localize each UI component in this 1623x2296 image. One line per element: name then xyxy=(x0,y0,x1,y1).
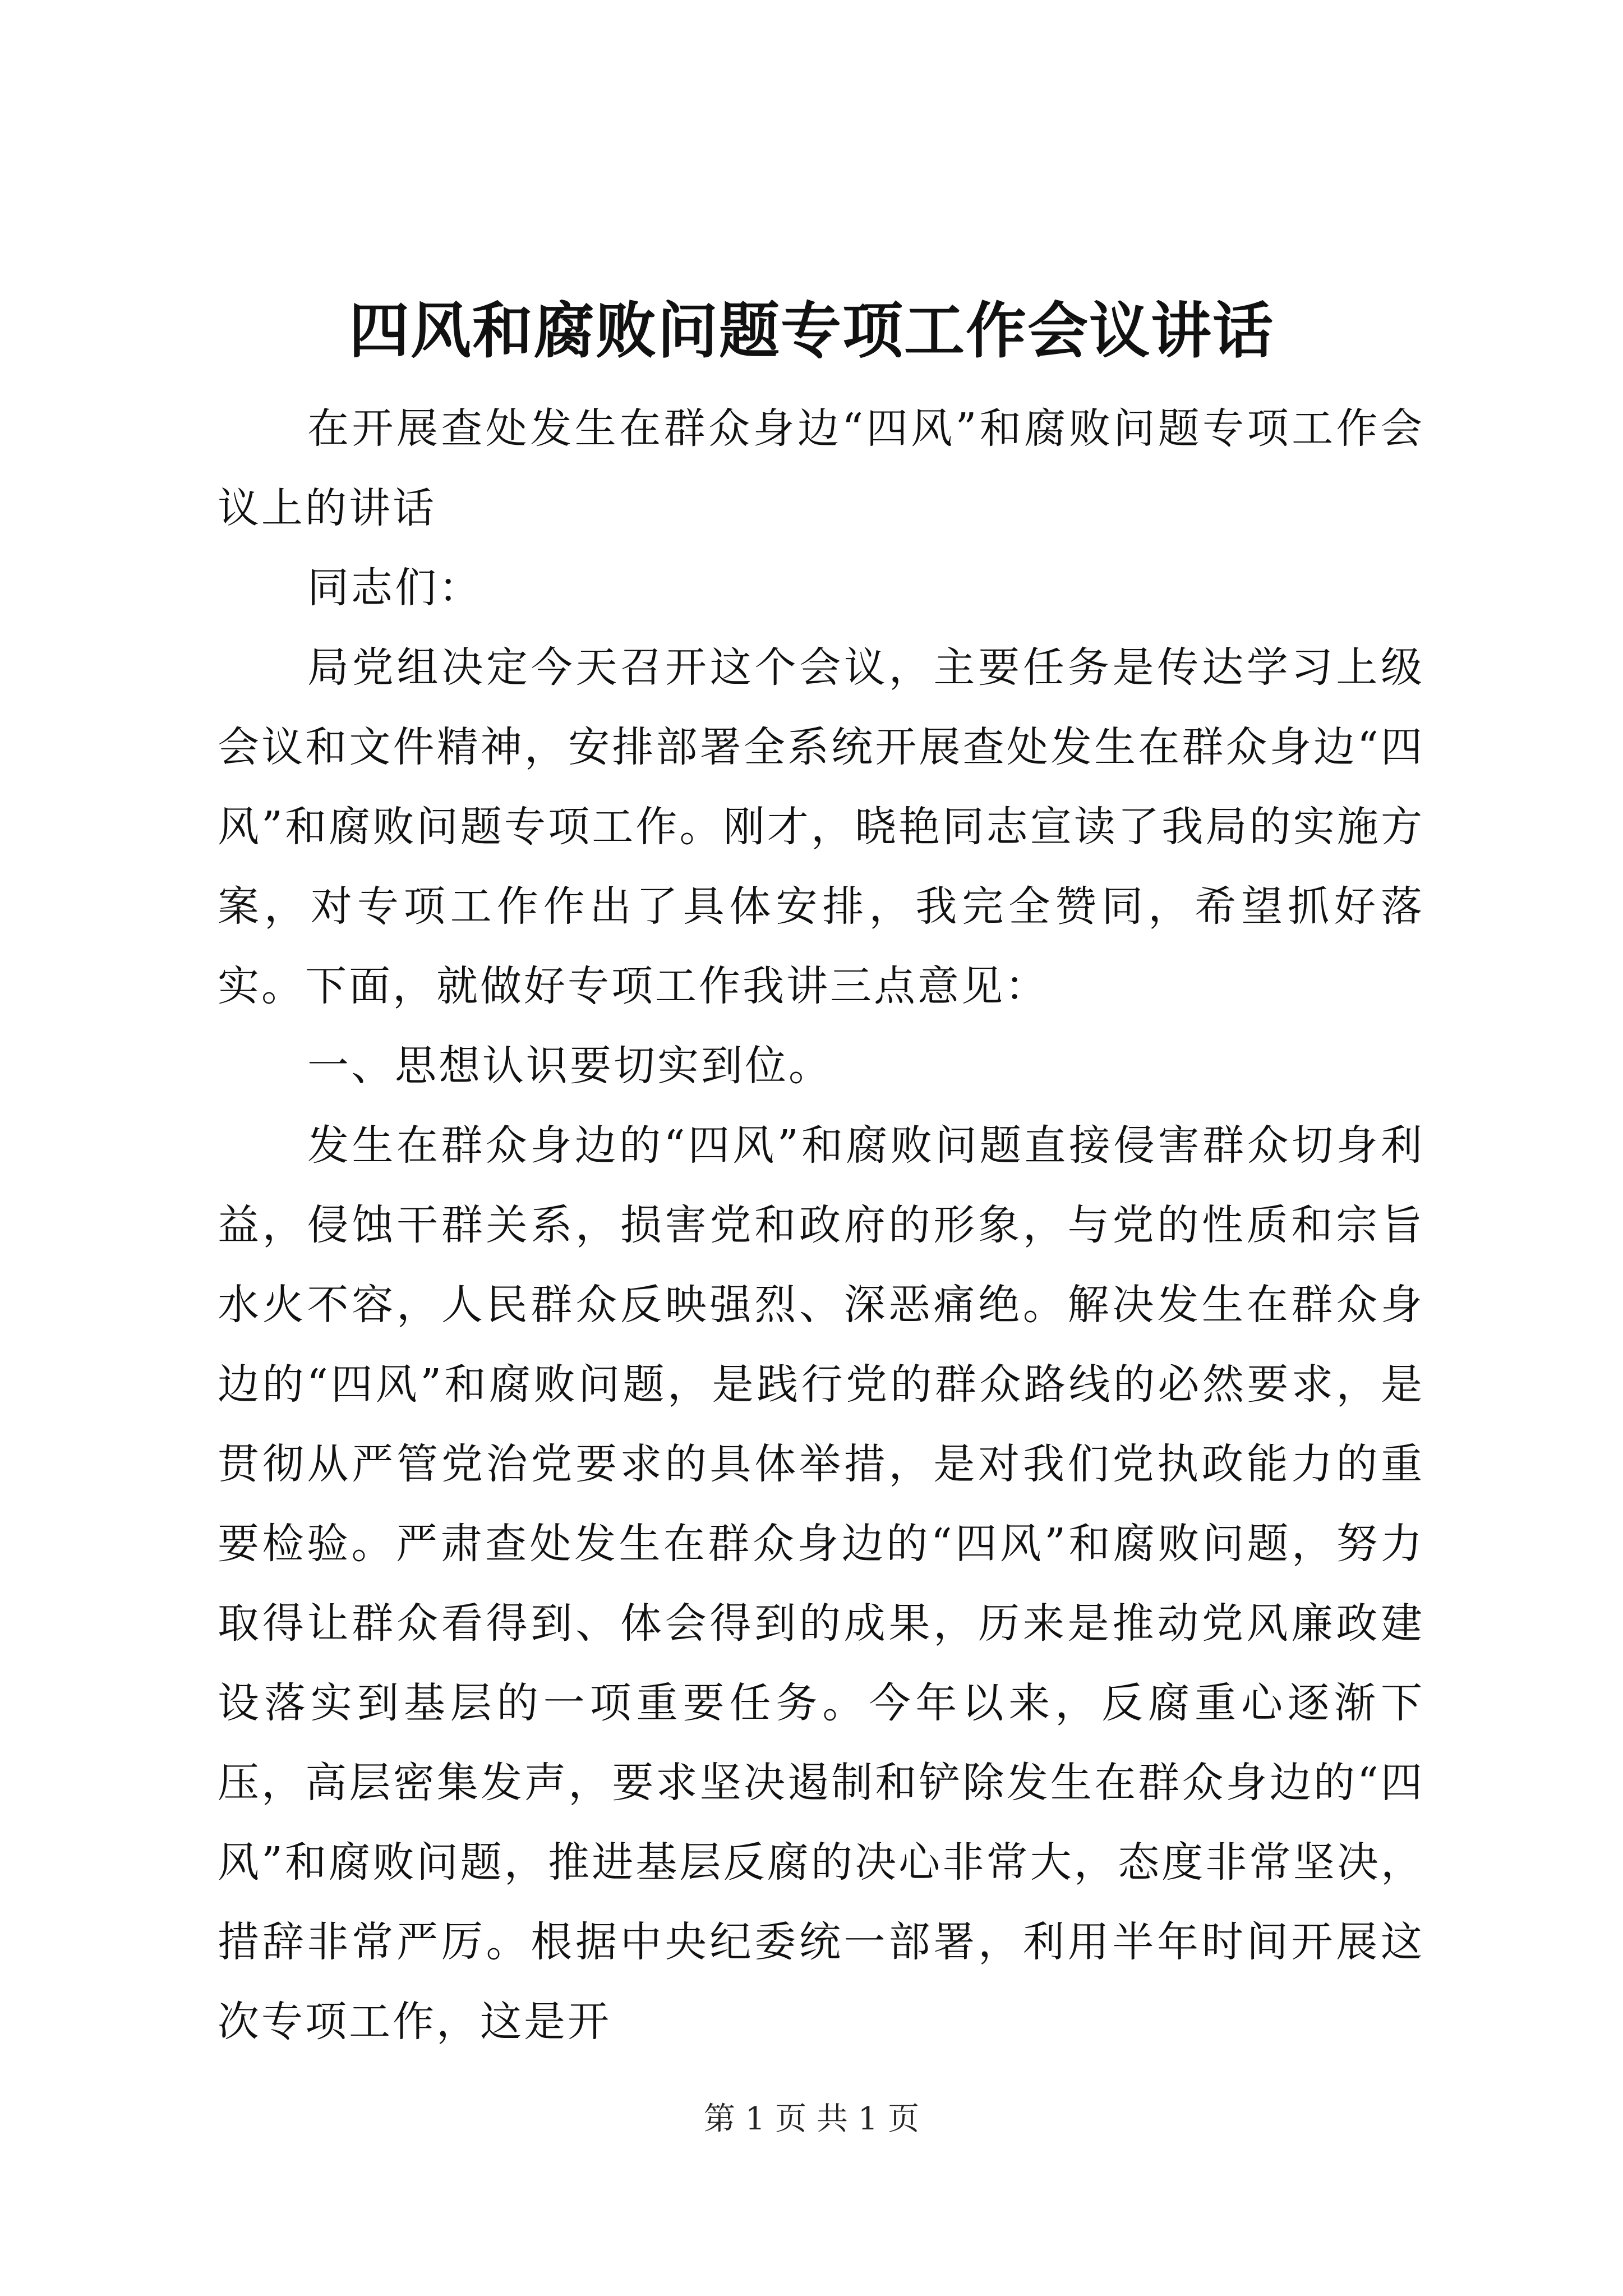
section-1-paragraph: 发生在群众身边的“四风”和腐败问题直接侵害群众切身利益，侵蚀干群关系，损害党和政府的形象，与党的性质和宗旨水火不容，人民群众反映强烈、深恶痛绝。解决发生在群众身边的“四风”和腐败问题，是践行党的群众路线的必然要求，是贯彻从严管党治党要求的具体举措，是对我们党执政能力的重要检验。严肃查处发生在群众身边的“四风”和腐败问题，努力取得让群众看得到、体会得到的成果，历来是推动党风廉政建设落实到基层的一项重要任务。今年以来，反腐重心逐渐下压，高层密集发声，要求坚决遏制和铲除发生在群众身边的“四风”和腐败问题，推进基层反腐的决心非常大，态度非常坚决，措辞非常严厉。根据中央纪委统一部署，利用半年时间开展这次专项工作，这是开 xyxy=(218,1121,1424,2046)
salutation-paragraph: 同志们： xyxy=(307,564,482,612)
section-heading-1: 一、思想认识要切实到位。 xyxy=(307,1042,832,1090)
document-title: 四风和腐败问题专项工作会议讲话 xyxy=(348,296,1274,366)
intro-paragraph: 局党组决定今天召开这个会议，主要任务是传达学习上级会议和文件精神，安排部署全系统开展查处发生在群众身边“四风”和腐败问题专项工作。刚才，晓艳同志宣读了我局的实施方案，对专项工作作出了具体安排，我完全赞同，希望抓好落实。下面，就做好专项工作我讲三点意见： xyxy=(218,643,1424,1010)
speech-subtitle-paragraph: 在开展查处发生在群众身边“四风”和腐败问题专项工作会议上的讲话 xyxy=(218,404,1424,532)
document-body xyxy=(218,389,1424,2062)
page-number-footer: 第 1 页 共 1 页 xyxy=(703,2101,920,2137)
